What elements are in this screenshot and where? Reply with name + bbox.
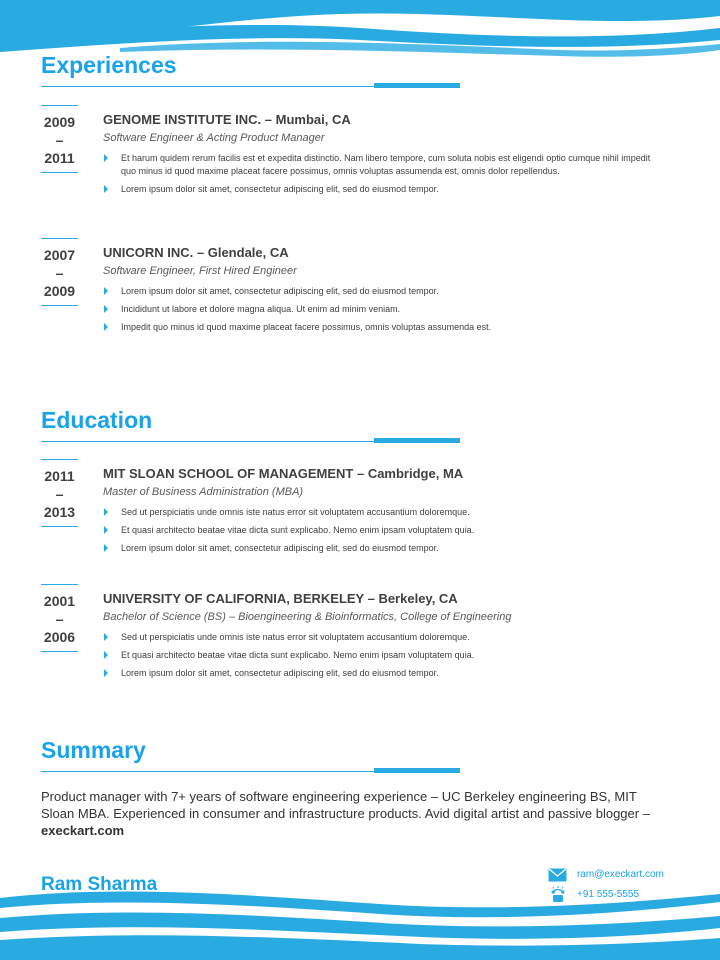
role: Software Engineer, First Hired Engineer — [103, 265, 297, 277]
end-year: 2013 — [43, 504, 76, 520]
bullet-arrow-icon — [104, 305, 108, 313]
bullet-arrow-icon — [104, 154, 108, 162]
phone-icon — [548, 886, 568, 904]
email-text[interactable]: ram@execkart.com — [577, 869, 664, 880]
list-item: Sed ut perspiciatis unde omnis iste natus error sit voluptatem accusantium doloremque. — [103, 506, 663, 519]
section-rule-education — [41, 441, 460, 442]
bullet-list — [103, 152, 663, 196]
section-rule-experiences — [41, 86, 460, 87]
blog-link[interactable]: execkart.com — [41, 823, 125, 838]
bullet-arrow-icon — [104, 185, 108, 193]
section-title-experiences: Experiences — [41, 52, 177, 78]
date-range — [41, 584, 78, 652]
list-item: Lorem ipsum dolor sit amet, consectetur adipiscing elit, sed do eiusmod tempor. — [103, 667, 663, 680]
top-wave-decoration — [0, 0, 720, 60]
envelope-icon — [548, 868, 567, 882]
bullet-list — [103, 631, 663, 680]
list-item: Et quasi architecto beatae vitae dicta sunt explicabo. Nemo enim ipsam voluptatem quia. — [103, 524, 663, 537]
start-year: 2011 — [44, 468, 75, 484]
year-dash: – — [55, 265, 64, 281]
role: Bachelor of Science (BS) – Bioengineering & Bioinformatics, College of Engineering — [103, 611, 512, 623]
bullet-list — [103, 506, 663, 555]
section-title-summary: Summary — [41, 737, 146, 763]
bullet-arrow-icon — [104, 508, 108, 516]
year-dash: – — [55, 486, 64, 502]
organization: UNIVERSITY OF CALIFORNIA, BERKELEY – Berkeley, CA — [103, 591, 458, 606]
year-dash: – — [55, 611, 64, 627]
person-name: Ram Sharma — [41, 874, 158, 895]
start-year: 2007 — [43, 247, 76, 263]
bullet-arrow-icon — [104, 669, 108, 677]
list-item: Sed ut perspiciatis unde omnis iste natus error sit voluptatem accusantium doloremque. — [103, 631, 663, 644]
list-item: Et quasi architecto beatae vitae dicta sunt explicabo. Nemo enim ipsam voluptatem quia. — [103, 649, 663, 662]
phone-text[interactable]: +91 555-5555 — [577, 889, 640, 900]
date-range — [41, 459, 78, 527]
date-range — [41, 105, 78, 173]
bullet-arrow-icon — [104, 651, 108, 659]
list-item: Lorem ipsum dolor sit amet, consectetur adipiscing elit, sed do eiusmod tempor. — [103, 183, 663, 196]
bullet-list — [103, 285, 663, 334]
organization: MIT SLOAN SCHOOL OF MANAGEMENT – Cambridge, MA — [103, 466, 464, 481]
end-year: 2011 — [44, 150, 75, 166]
organization: UNICORN INC. – Glendale, CA — [103, 245, 289, 260]
bullet-arrow-icon — [104, 544, 108, 552]
year-dash: – — [55, 132, 64, 148]
list-item: Impedit quo minus id quod maxime placeat facere possimus, omnis voluptas assumenda est. — [103, 321, 663, 334]
role: Software Engineer & Acting Product Manager — [103, 132, 325, 144]
bullet-arrow-icon — [104, 633, 108, 641]
list-item: Et harum quidem rerum facilis est et expedita distinctio. Nam libero tempore, cum soluta nobis est eligendi optio cumque nihil impedit quo minus id quod maxime placeat facere possimus, omnis voluptas assumenda est, omnis dolor repellendus. — [103, 152, 663, 178]
list-item: Lorem ipsum dolor sit amet, consectetur adipiscing elit, sed do eiusmod tempor. — [103, 542, 663, 555]
list-item: Incididunt ut labore et dolore magna aliqua. Ut enim ad minim veniam. — [103, 303, 663, 316]
bullet-arrow-icon — [104, 323, 108, 331]
role: Master of Business Administration (MBA) — [103, 486, 304, 498]
section-title-education: Education — [41, 407, 153, 433]
summary-paragraph — [41, 788, 671, 839]
end-year: 2006 — [43, 629, 76, 645]
start-year: 2009 — [43, 114, 76, 130]
date-range — [41, 238, 78, 306]
end-year: 2009 — [43, 283, 76, 299]
bullet-arrow-icon — [104, 287, 108, 295]
bullet-arrow-icon — [104, 526, 108, 534]
start-year: 2001 — [43, 593, 76, 609]
section-rule-summary — [41, 771, 460, 772]
organization: GENOME INSTITUTE INC. – Mumbai, CA — [103, 112, 351, 127]
list-item: Lorem ipsum dolor sit amet, consectetur adipiscing elit, sed do eiusmod tempor. — [103, 285, 663, 298]
summary-text: Product manager with 7+ years of software engineering experience – UC Berkeley engineering BS, MIT Sloan MBA. Experienced in consumer and infrastructure products. Avid digital artist and passive blogger – — [41, 789, 650, 821]
